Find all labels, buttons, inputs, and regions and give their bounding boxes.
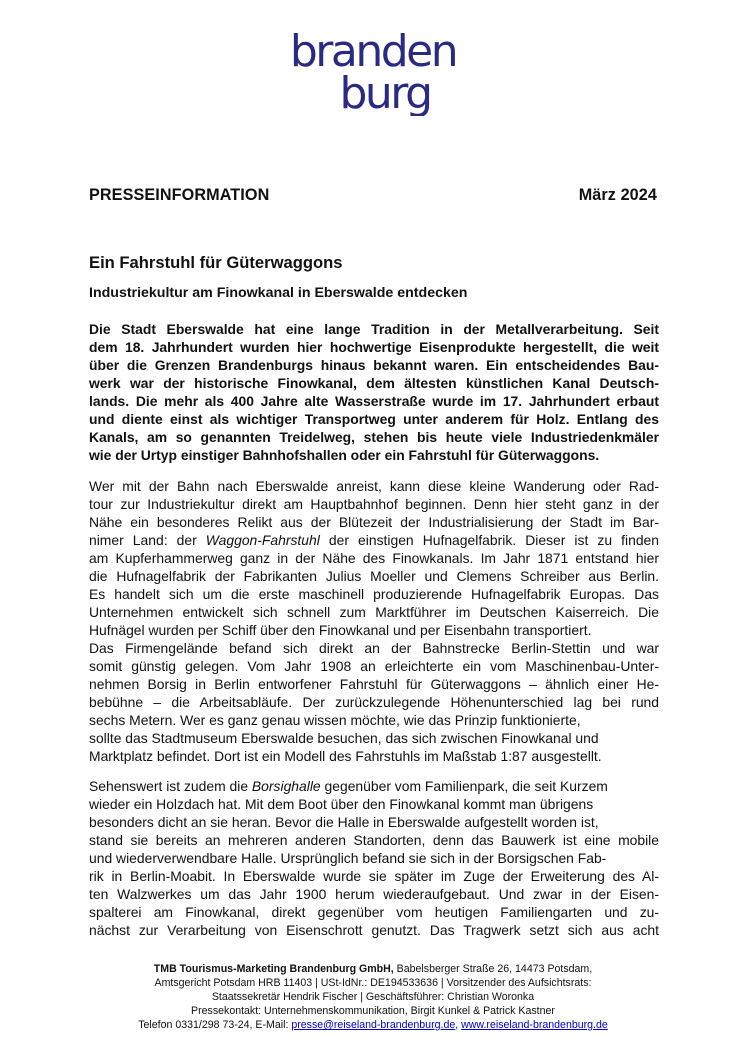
article-title: Ein Fahrstuhl für Güterwaggons [89,253,343,272]
brandenburg-logo-wordmark [263,30,483,116]
body-line: wieder ein Holzdach hat. Mit dem Boot über den Finowkanal kommt man übrigens [89,796,594,812]
body-line: bebühne – die Arbeitsabläufe. Der zurückzulegende Höhenunterschied lag bei rund [89,694,659,710]
body-line: ten Walzwerkes um das Jahr 1900 herum wiederaufgebaut. Und zwar in der Eisen- [89,886,659,902]
body-line: sollte das Stadtmuseum Eberswalde besuchen, das sich zwischen Finowkanal und [89,730,599,746]
body-line: somit günstig gelegen. Vom Jahr 1908 an erleichterte ein vom Maschinenbau-Unter- [89,658,659,674]
article-subtitle: Industriekultur am Finowkanal in Eberswalde entdecken [89,285,468,301]
body-line: die Hufnagelfabrik der Fabrikanten Julius Moeller und Clemens Schreiber aus Berlin. [89,568,659,584]
lead-line: dem 18. Jahrhundert wurden hier hochwertige Eisenprodukte hergestellt, die weit [89,339,659,355]
lead-line: Kanals, am so genannten Treidelweg, stehen bis heute viele Industriedenkmäler [89,429,659,445]
phone-text: Telefon 0331/298 73-24, E-Mail: [138,1019,292,1031]
footer-line-4: Pressekontakt: Unternehmenskommunikation, Birgit Kunkel & Patrick Kastner [191,1005,555,1017]
lead-paragraph [89,320,659,464]
lead-line: lands. Die mehr als 400 Jahre alte Wasserstraße wurde im 17. Jahrhundert erbaut [89,393,659,409]
body-line: sechs Metern. Wer es ganz genau wissen möchte, wie das Prinzip funktionierte, [89,712,581,728]
text-run: gegenüber vom Familienpark, die seit Kurzem [320,778,608,794]
logo-line-2: burg [339,68,431,116]
body-line: besonders dicht an sie heran. Bevor die Halle in Eberswalde aufgestellt worden ist, [89,814,599,830]
email-link[interactable]: presse@reiseland-brandenburg.de [291,1019,456,1031]
text-run: der einstigen Hufnagelfabrik. Dieser ist zu finden [319,532,659,548]
lead-line: werk war der historische Finowkanal, dem ältesten künstlichen Kanal Deutsch- [89,375,659,391]
borsighalle-emphasis: Borsighalle [251,778,321,794]
company-address: Babelsberger Straße 26, 14473 Potsdam, [393,963,593,975]
body-line: Marktplatz befindet. Dort ist ein Modell des Fahrstuhls im Maßstab 1:87 ausgestellt. [89,748,602,764]
body-line: Das Firmengelände befand sich direkt an der Bahnstrecke Berlin-Stettin und war [89,640,659,656]
body-line: Unternehmen entwickelt sich schnell zum Marktführer im Deutschen Kaiserreich. Die [89,604,659,620]
lead-line: Die Stadt Eberswalde hat eine lange Tradition in der Metallverarbeitung. Seit [89,321,659,337]
footer-line-2: Amtsgericht Potsdam HRB 11403 | USt-IdNr.: DE194533636 | Vorsitzender des Aufsichtsrats: [154,977,592,989]
body-paragraph-1 [89,477,659,765]
footer-line-5 [60,1018,686,1032]
separator: , [455,1019,462,1031]
footer-line-3: Staatssekretär Hendrik Fischer | Geschäftsführer: Christian Woronka [211,991,535,1003]
body-line: Hufnägel wurden per Schiff über den Finowkanal und per Eisenbahn transportiert. [89,622,592,638]
lead-line: wie der Urtyp einstiger Bahnhofshallen oder ein Fahrstuhl für Güterwaggons. [89,447,600,463]
text-run: Sehenswert ist zudem die [89,778,252,794]
body-line: nächst zur Verarbeitung von Eisenschrott genutzt. Das Tragwerk setzt sich aus acht [89,922,659,938]
body-paragraph-2 [89,777,659,939]
body-line: Nähe ein besonderes Relikt aus der Blütezeit der Industrialisierung der Stadt im Bar- [89,514,659,530]
press-header [89,186,657,205]
lead-line: über die Grenzen Brandenburgs hinaus bekannt waren. Ein entscheidendes Bau- [89,357,659,373]
body-line: Es handelt sich um die erste maschinell produzierende Hufnagelfabrik Europas. Das [89,586,659,602]
body-line: spalterei am Finowkanal, direkt gegenüber vom heutigen Familiengarten und zu- [89,904,659,920]
waggon-fahrstuhl-emphasis: Waggon-Fahrstuhl [205,532,320,548]
body-line-with-emphasis [89,777,659,795]
body-line: und wiederverwendbare Halle. Ursprünglich befand sie sich in der Borsigschen Fab- [89,850,607,866]
text-run: nimer Land: der [89,532,206,548]
lead-line: und diente einst als wichtiger Transportweg unter anderem für Holz. Entlang des [89,411,659,427]
body-line: nehmen Borsig in Berlin entworfener Fahrstuhl für Güterwaggons – ähnlich einer He- [89,676,659,692]
body-line: Wer mit der Bahn nach Eberswalde anreist, kann diese kleine Wanderung oder Rad- [89,478,659,494]
body-line: tour zur Industriekultur direkt am Hauptbahnhof beginnen. Denn hier steht ganz in der [89,496,659,512]
company-name: TMB Tourismus-Marketing Brandenburg GmbH, [153,963,394,975]
body-line: rik in Berlin-Moabit. In Eberswalde wurde sie später im Zuge der Erweiterung des Al- [89,868,659,884]
website-link[interactable]: www.reiseland-brandenburg.de [461,1019,608,1031]
brandenburg-logo [0,30,746,116]
footer-line-1 [60,962,686,976]
body-line-with-emphasis [89,531,659,549]
footer [60,962,686,1032]
body-line: stand sie bereits an mehreren anderen Standorten, denn das Bauwerk ist eine mobile [89,832,659,848]
press-date: März 2024 [578,186,657,204]
logo-line-1: branden [289,30,457,77]
press-label: PRESSEINFORMATION [89,186,270,204]
body-line: am Kupferhammerweg ganz in der Nähe des Finowkanals. Im Jahr 1871 entstand hier [89,550,659,566]
